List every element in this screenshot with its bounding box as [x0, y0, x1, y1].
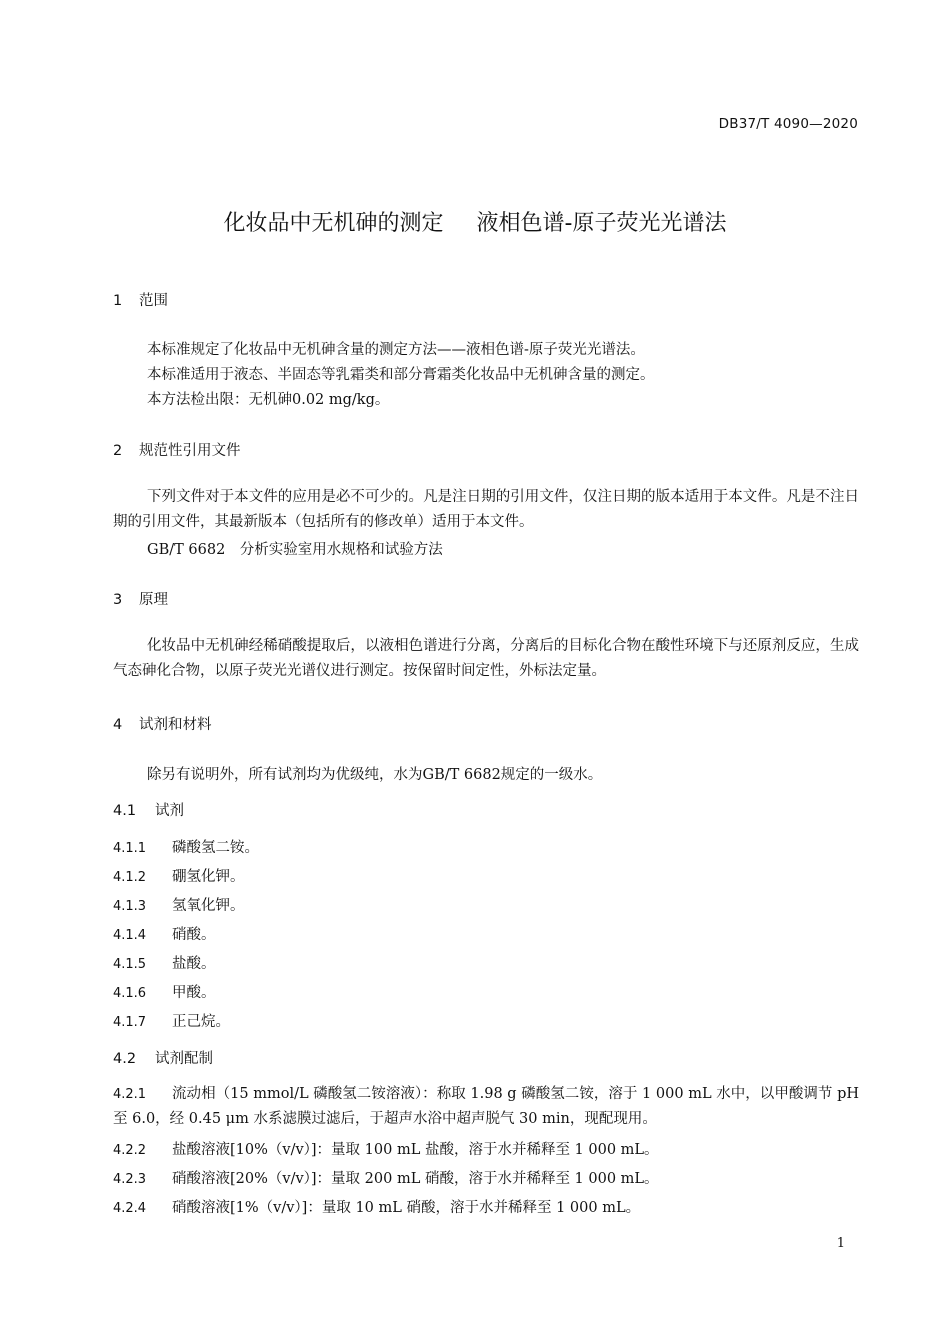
- subsection-heading-4-2: [113, 1047, 213, 1068]
- document-title: 化妆品中无机砷的测定 液相色谱-原子荧光光谱法: [223, 211, 727, 236]
- item-text: 正己烷。: [172, 1014, 230, 1030]
- list-item: [113, 894, 245, 915]
- item-number: 4.1.7: [113, 1015, 147, 1030]
- normative-reference: GB/T 6682 分析实验室用水规格和试验方法: [147, 542, 443, 558]
- section-title: 试剂和材料: [139, 717, 212, 733]
- item-number: 4.2.3: [113, 1172, 147, 1187]
- subsection-title: 试剂: [155, 803, 184, 819]
- section-number: 2: [113, 443, 123, 459]
- section-number: 3: [113, 592, 123, 608]
- section-heading-2: [113, 439, 241, 460]
- paragraph: 除另有说明外，所有试剂均为优级纯，水为GB/T 6682规定的一级水。: [147, 767, 603, 783]
- item-text: 氢氧化钾。: [172, 898, 245, 914]
- list-item: [113, 952, 216, 973]
- section-title: 原理: [139, 592, 168, 608]
- item-number: 4.2.1: [113, 1087, 147, 1102]
- paragraph: 下列文件对于本文件的应用是必不可少的。凡是注日期的引用文件，仅注日期的版本适用于本文件。凡是不注日期的引用文件，其最新版本（包括所有的修改单）适用于本文件。: [113, 489, 859, 530]
- paragraph: 本标准适用于液态、半固态等乳霜类和部分膏霜类化妆品中无机砷含量的测定。: [147, 367, 655, 383]
- item-number: 4.1.3: [113, 899, 147, 914]
- list-item: [113, 865, 245, 886]
- item-text: 硝酸溶液[20%（v/v）]：量取 200 mL 硝酸，溶于水并稀释至 1 000 mL。: [172, 1171, 659, 1187]
- item-number: 4.2.4: [113, 1201, 147, 1216]
- subsection-title: 试剂配制: [155, 1051, 213, 1067]
- item-number: 4.1.4: [113, 928, 147, 943]
- page-number: 1: [836, 1236, 845, 1251]
- item-number: 4.1.6: [113, 986, 147, 1001]
- item-text: 流动相（15 mmol/L 磷酸氢二铵溶液）：称取 1.98 g 磷酸氢二铵，溶于 1 000 mL 水中，以甲酸调节 pH 至 6.0，经 0.45 μm 水系滤膜过滤后，于超声水浴中超声脱气 30 min，现配现用。: [113, 1086, 859, 1127]
- list-item: [113, 1196, 640, 1217]
- item-text: 盐酸溶液[10%（v/v）]：量取 100 mL 盐酸，溶于水并稀释至 1 000 mL。: [172, 1142, 659, 1158]
- subsection-number: 4.2: [113, 1051, 137, 1067]
- section-title: 范围: [139, 293, 168, 309]
- section-number: 1: [113, 293, 123, 309]
- section-number: 4: [113, 717, 123, 733]
- item-text: 盐酸。: [172, 956, 216, 972]
- list-item: [113, 1010, 230, 1031]
- list-item: [113, 1167, 659, 1188]
- subsection-number: 4.1: [113, 803, 137, 819]
- section-heading-1: [113, 289, 168, 310]
- item-text: 硝酸。: [172, 927, 216, 943]
- paragraph: 化妆品中无机砷经稀硝酸提取后，以液相色谱进行分离，分离后的目标化合物在酸性环境下与还原剂反应，生成气态砷化合物，以原子荧光光谱仪进行测定。按保留时间定性，外标法定量。: [113, 638, 859, 679]
- item-number: 4.1.1: [113, 841, 147, 856]
- list-item: [113, 981, 216, 1002]
- section-heading-3: [113, 588, 168, 609]
- section-heading-4: [113, 713, 212, 734]
- list-item: [113, 1138, 659, 1159]
- item-text: 硝酸溶液[1%（v/v）]：量取 10 mL 硝酸，溶于水并稀释至 1 000 mL。: [172, 1200, 641, 1216]
- item-text: 甲酸。: [172, 985, 216, 1001]
- item-number: 4.1.2: [113, 870, 147, 885]
- section-title: 规范性引用文件: [139, 443, 241, 459]
- item-text: 磷酸氢二铵。: [172, 840, 259, 856]
- list-item: [113, 836, 259, 857]
- paragraph: 本标准规定了化妆品中无机砷含量的测定方法——液相色谱-原子荧光光谱法。: [147, 342, 645, 358]
- list-item: [113, 923, 216, 944]
- document-code: DB37/T 4090—2020: [718, 116, 858, 132]
- item-number: 4.1.5: [113, 957, 147, 972]
- subsection-heading-4-1: [113, 799, 184, 820]
- paragraph: 本方法检出限：无机砷0.02 mg/kg。: [147, 392, 390, 408]
- item-number: 4.2.2: [113, 1143, 147, 1158]
- list-item: [113, 1082, 859, 1132]
- item-text: 硼氢化钾。: [172, 869, 245, 885]
